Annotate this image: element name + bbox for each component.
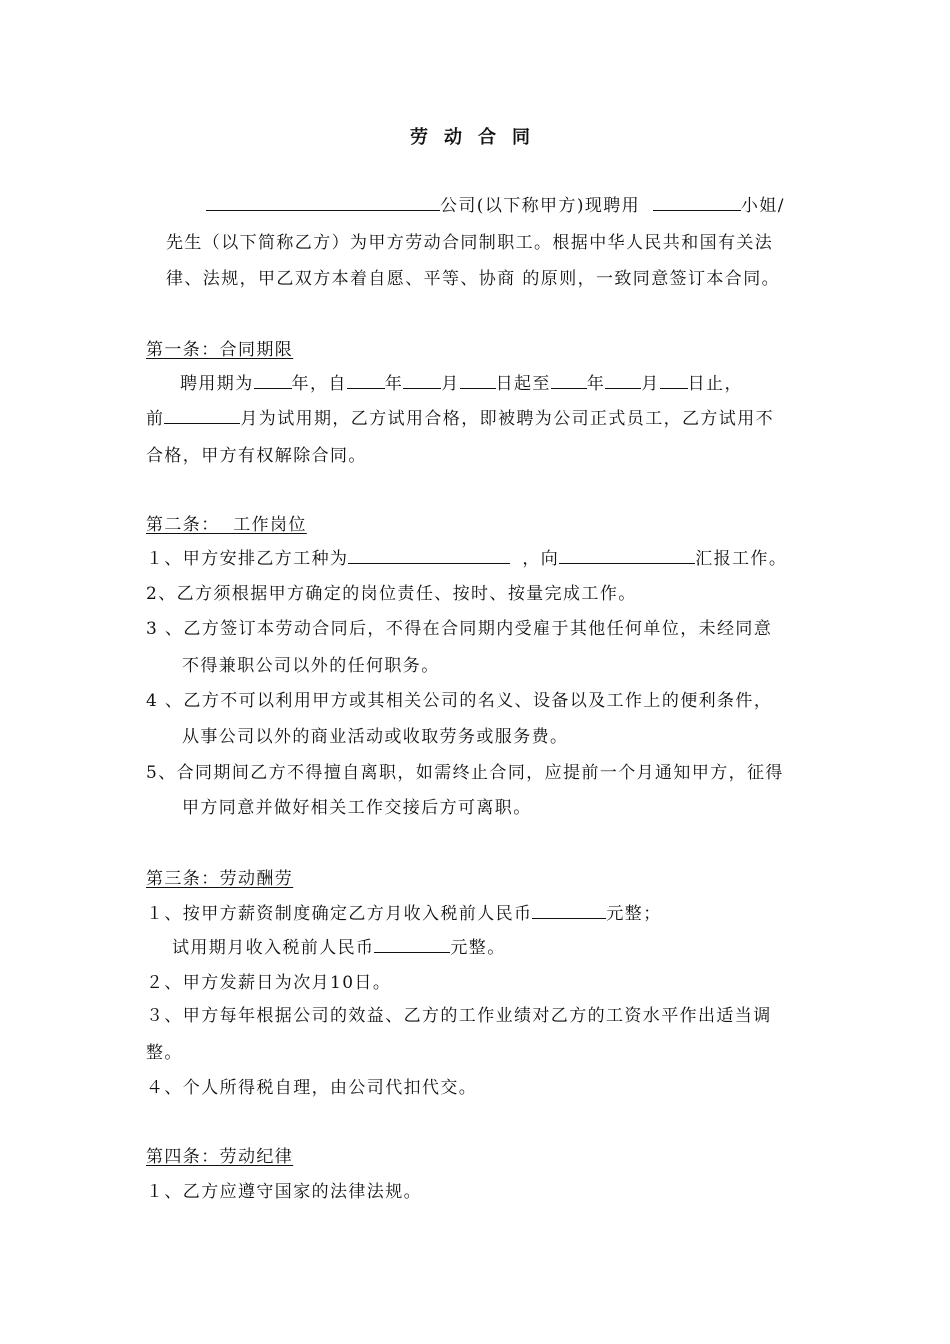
probation-salary-blank[interactable]: [374, 937, 450, 953]
post-item-3-line-2: 不得兼职公司以外的任何职务。: [182, 656, 440, 676]
employee-name-blank[interactable]: [653, 195, 741, 211]
item-text: １、甲方安排乙方工种为: [146, 549, 349, 569]
intro-text: 小姐/: [740, 196, 785, 216]
item-text: 元整；: [606, 904, 662, 924]
end-month-blank[interactable]: [605, 373, 641, 389]
term-text: 月为试用期，乙方试用合格，即被聘为公司正式员工，乙方试用不: [240, 409, 775, 429]
title-char: 劳: [410, 127, 428, 148]
title-char: 合: [478, 127, 496, 148]
term-text: 年: [384, 374, 404, 394]
pay-item-3-line-1: ３、甲方每年根据公司的效益、乙方的工作业绩对乙方的工资水平作出适当调: [146, 1006, 772, 1026]
title-char: 动: [444, 127, 462, 148]
term-text: 前: [146, 409, 165, 429]
term-text: 年: [586, 374, 606, 394]
monthly-salary-blank[interactable]: [532, 903, 606, 919]
item-text: ，向: [522, 549, 560, 569]
term-text: 日止，: [687, 374, 743, 394]
pay-item-3-line-2: 整。: [146, 1043, 183, 1063]
end-year-blank[interactable]: [551, 373, 587, 389]
term-line-2: [146, 408, 774, 430]
section-4-heading: 第四条：劳动纪律: [146, 1147, 294, 1167]
pay-item-1-line-1: [146, 903, 662, 925]
start-day-blank[interactable]: [460, 373, 496, 389]
term-years-blank[interactable]: [254, 373, 292, 389]
post-item-1: [146, 548, 787, 570]
start-month-blank[interactable]: [403, 373, 441, 389]
item-text: 元整。: [450, 938, 506, 958]
term-text: 聘用期为: [180, 374, 254, 394]
title-char: 同: [512, 127, 530, 148]
job-type-blank[interactable]: [348, 548, 510, 564]
item-text: 试用期月收入税前人民币: [172, 938, 375, 958]
section-1-heading: 第一条：合同期限: [146, 340, 294, 360]
term-line-1: [180, 373, 743, 395]
section-2-heading: 第二条： 工作岗位: [146, 515, 307, 535]
discipline-item-1: １、乙方应遵守国家的法律法规。: [146, 1182, 422, 1202]
section-3-heading: 第三条：劳动酬劳: [146, 869, 294, 889]
intro-line-1: [206, 195, 785, 217]
company-name-blank[interactable]: [206, 195, 440, 211]
post-item-5-line-2: 甲方同意并做好相关工作交接后方可离职。: [182, 798, 532, 818]
post-item-5-line-1: 5、合同期间乙方不得擅自离职，如需终止合同，应提前一个月通知甲方，征得: [146, 763, 784, 783]
pay-item-2: ２、甲方发薪日为次月10日。: [146, 973, 392, 993]
item-text: 汇报工作。: [695, 549, 788, 569]
end-day-blank[interactable]: [660, 373, 688, 389]
term-text: 日起至: [495, 374, 551, 394]
intro-line-2: 先生（以下简称乙方）为甲方劳动合同制职工。根据中华人民共和国有关法: [166, 233, 774, 253]
post-item-2: 2、乙方须根据甲方确定的岗位责任、按时、按量完成工作。: [146, 584, 637, 604]
document-title: [410, 127, 546, 149]
term-text: 月: [441, 374, 460, 394]
probation-months-blank[interactable]: [164, 408, 240, 424]
term-text: 月: [641, 374, 660, 394]
report-to-blank[interactable]: [559, 548, 695, 564]
term-text: 年，自: [291, 374, 347, 394]
item-text: １、按甲方薪资制度确定乙方月收入税前人民币: [146, 904, 533, 924]
pay-item-4: ４、个人所得税自理，由公司代扣代交。: [146, 1078, 478, 1098]
intro-line-3: 律、法规，甲乙双方本着自愿、平等、协商 的原则，一致同意签订本合同。: [166, 269, 781, 289]
start-year-blank[interactable]: [347, 373, 385, 389]
term-line-3: 合格，甲方有权解除合同。: [146, 446, 367, 466]
post-item-4-line-2: 从事公司以外的商业活动或收取劳务或服务费。: [182, 727, 569, 747]
pay-item-1-line-2: [172, 937, 506, 959]
post-item-3-line-1: 3 、乙方签订本劳动合同后，不得在合同期内受雇于其他任何单位，未经同意: [146, 619, 773, 639]
post-item-4-line-1: 4 、乙方不可以利用甲方或其相关公司的名义、设备以及工作上的便利条件，: [146, 691, 773, 711]
intro-text: 公司(以下称甲方)现聘用: [440, 196, 641, 216]
